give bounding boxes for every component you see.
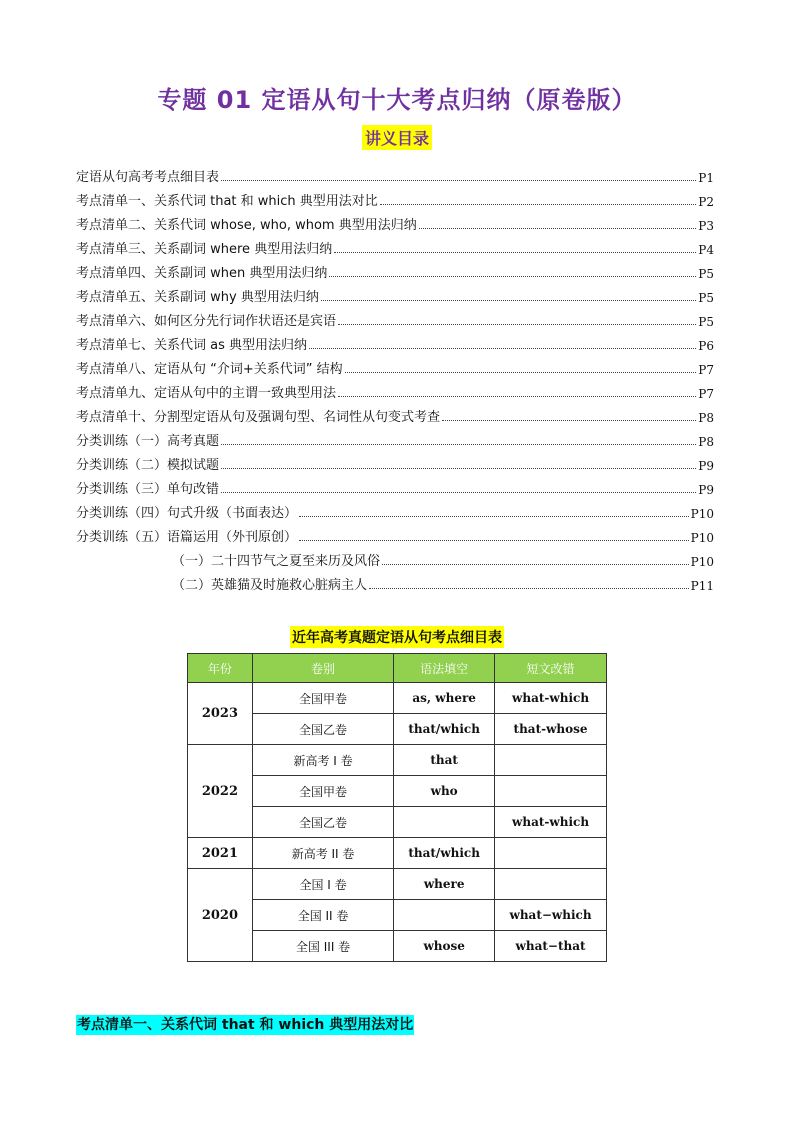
correction-cell: what-which — [495, 807, 607, 838]
toc-leader-dots — [309, 347, 696, 349]
toc-leader-dots — [419, 227, 697, 229]
toc-leader-dots — [338, 323, 696, 325]
table-row — [188, 838, 607, 869]
header-paper: 卷别 — [252, 654, 393, 683]
toc-entry-label: 分类训练（四）句式升级（书面表达） — [76, 506, 298, 521]
toc-entry-label: 分类训练（一）高考真题 — [76, 434, 220, 449]
table-row — [188, 869, 607, 900]
table-row — [188, 683, 607, 714]
toc-leader-dots — [221, 467, 696, 469]
toc-entry-page: P2 — [698, 195, 714, 209]
toc-heading: 讲义目录 — [362, 125, 432, 150]
toc-entry-label: （二）英雄猫及时施救心脏病主人 — [172, 578, 368, 593]
toc-entry[interactable] — [76, 209, 714, 233]
toc-entry[interactable] — [76, 425, 714, 449]
toc-entry-label: 考点清单三、关系副词 where 典型用法归纳 — [76, 242, 333, 257]
toc-entry-label: 考点清单十、分割型定语从句及强调句型、名词性从句变式考查 — [76, 410, 441, 425]
toc-entry-page: P10 — [690, 531, 714, 545]
toc-leader-dots — [221, 491, 696, 493]
correction-cell — [495, 838, 607, 869]
correction-cell: that-whose — [495, 714, 607, 745]
toc-entry[interactable] — [76, 185, 714, 209]
toc-entry-label: 考点清单八、定语从句 “介词+关系代词” 结构 — [76, 362, 343, 377]
correction-cell — [495, 776, 607, 807]
exam-points-table — [187, 653, 607, 962]
toc-entry-page: P9 — [698, 459, 714, 473]
toc-entry-label: 考点清单一、关系代词 that 和 which 典型用法对比 — [76, 194, 378, 209]
header-fill: 语法填空 — [394, 654, 495, 683]
year-cell: 2022 — [188, 745, 253, 838]
correction-cell: what-which — [495, 683, 607, 714]
fill-cell: as, where — [394, 683, 495, 714]
toc-entry-page: P7 — [698, 387, 714, 401]
toc-leader-dots — [334, 251, 696, 253]
toc-entry[interactable] — [76, 353, 714, 377]
toc-leader-dots — [299, 515, 689, 517]
year-cell: 2020 — [188, 869, 253, 962]
toc-entry-label: 考点清单九、定语从句中的主谓一致典型用法 — [76, 386, 337, 401]
toc-entry-page: P8 — [698, 435, 714, 449]
toc-entry-label: 定语从句高考考点细目表 — [76, 170, 220, 185]
correction-cell — [495, 869, 607, 900]
paper-cell: 全国甲卷 — [252, 683, 393, 714]
toc-entry-page: P3 — [698, 219, 714, 233]
toc-leader-dots — [338, 395, 696, 397]
toc-leader-dots — [382, 563, 689, 565]
toc-entry-page: P8 — [698, 411, 714, 425]
toc-entry[interactable] — [76, 401, 714, 425]
toc-entry-page: P11 — [690, 579, 714, 593]
toc-entry-label: 考点清单六、如何区分先行词作状语还是宾语 — [76, 314, 337, 329]
year-cell: 2021 — [188, 838, 253, 869]
toc-entry-label: 分类训练（五）语篇运用（外刊原创） — [76, 530, 298, 545]
toc-entry[interactable] — [76, 161, 714, 185]
fill-cell: that/which — [394, 838, 495, 869]
fill-cell — [394, 900, 495, 931]
toc-leader-dots — [369, 587, 689, 589]
toc-leader-dots — [442, 419, 696, 421]
exam-table-title: 近年高考真题定语从句考点细目表 — [290, 626, 504, 648]
toc-entry-page: P9 — [698, 483, 714, 497]
paper-cell: 全国 I 卷 — [252, 869, 393, 900]
toc-entry-label: 考点清单五、关系副词 why 典型用法归纳 — [76, 290, 319, 305]
table-row — [188, 745, 607, 776]
toc-entry-label: 考点清单四、关系副词 when 典型用法归纳 — [76, 266, 328, 281]
toc-entry[interactable] — [76, 281, 714, 305]
toc-entry[interactable] — [76, 545, 714, 569]
toc-leader-dots — [299, 539, 689, 541]
table-of-contents — [76, 161, 714, 593]
paper-cell: 新高考 I 卷 — [252, 745, 393, 776]
section-heading: 考点清单一、关系代词 that 和 which 典型用法对比 — [77, 1017, 414, 1033]
toc-entry-page: P10 — [690, 507, 714, 521]
header-correction: 短文改错 — [495, 654, 607, 683]
year-cell: 2023 — [188, 683, 253, 745]
fill-cell — [394, 807, 495, 838]
toc-entry[interactable] — [76, 305, 714, 329]
toc-entry-page: P10 — [690, 555, 714, 569]
toc-entry-page: P4 — [698, 243, 714, 257]
toc-entry-page: P1 — [698, 171, 714, 185]
toc-entry[interactable] — [76, 473, 714, 497]
paper-cell: 全国乙卷 — [252, 807, 393, 838]
toc-entry[interactable] — [76, 329, 714, 353]
toc-entry-label: 分类训练（二）模拟试题 — [76, 458, 220, 473]
toc-leader-dots — [345, 371, 697, 373]
fill-cell: who — [394, 776, 495, 807]
toc-leader-dots — [329, 275, 696, 277]
toc-entry[interactable] — [76, 521, 714, 545]
toc-entry-label: 考点清单二、关系代词 whose, who, whom 典型用法归纳 — [76, 218, 417, 233]
toc-entry[interactable] — [76, 257, 714, 281]
toc-entry[interactable] — [76, 449, 714, 473]
correction-cell: what−that — [495, 931, 607, 962]
toc-entry-label: 考点清单七、关系代词 as 典型用法归纳 — [76, 338, 308, 353]
fill-cell: that/which — [394, 714, 495, 745]
toc-leader-dots — [221, 443, 696, 445]
toc-leader-dots — [321, 299, 696, 301]
toc-entry-label: （一）二十四节气之夏至来历及风俗 — [172, 554, 381, 569]
toc-entry[interactable] — [76, 497, 714, 521]
toc-entry-label: 分类训练（三）单句改错 — [76, 482, 220, 497]
toc-entry[interactable] — [76, 233, 714, 257]
paper-cell: 全国 III 卷 — [252, 931, 393, 962]
toc-leader-dots — [221, 179, 696, 181]
paper-cell: 全国乙卷 — [252, 714, 393, 745]
correction-cell — [495, 745, 607, 776]
toc-entry-page: P5 — [698, 315, 714, 329]
toc-leader-dots — [380, 203, 696, 205]
paper-cell: 全国 II 卷 — [252, 900, 393, 931]
toc-entry-page: P7 — [698, 363, 714, 377]
header-year: 年份 — [188, 654, 253, 683]
toc-entry-page: P5 — [698, 291, 714, 305]
toc-entry[interactable] — [76, 569, 714, 593]
fill-cell: whose — [394, 931, 495, 962]
document-title: 专题 01 定语从句十大考点归纳（原卷版） — [157, 86, 637, 114]
paper-cell: 全国甲卷 — [252, 776, 393, 807]
paper-cell: 新高考 II 卷 — [252, 838, 393, 869]
fill-cell: that — [394, 745, 495, 776]
correction-cell: what−which — [495, 900, 607, 931]
toc-entry-page: P6 — [698, 339, 714, 353]
toc-entry[interactable] — [76, 377, 714, 401]
toc-entry-page: P5 — [698, 267, 714, 281]
fill-cell: where — [394, 869, 495, 900]
